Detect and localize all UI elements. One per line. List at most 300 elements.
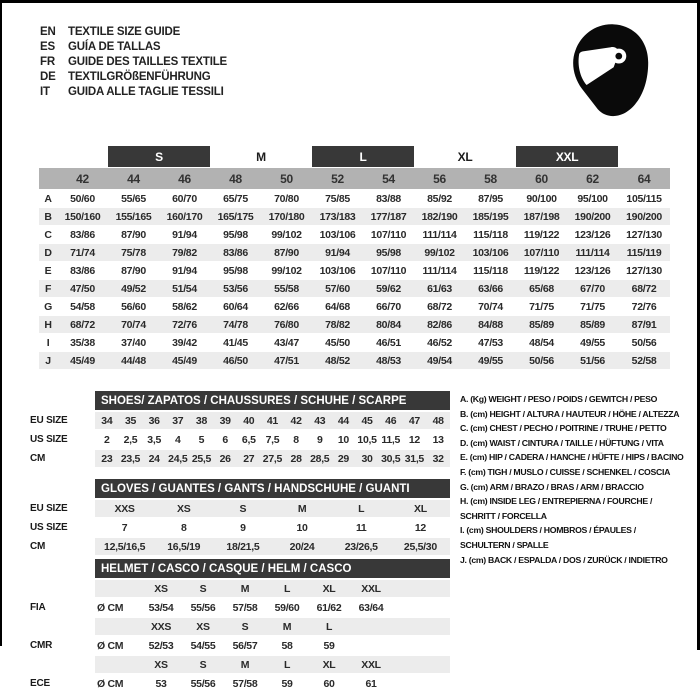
size-value-cell: 48/52 (312, 352, 363, 369)
size-column-header: 54 (363, 168, 414, 189)
measurement-row (39, 334, 670, 351)
section-value-cell: 8 (180, 521, 187, 534)
helmet-value-cell: 56/57 (232, 639, 258, 652)
section-value-cell: 30 (355, 450, 379, 467)
value-row-filler (392, 637, 450, 654)
band-gap-cell (618, 146, 670, 167)
section-value-cell: 25,5 (190, 450, 214, 467)
size-value-cell: 48/53 (363, 352, 414, 369)
section-value-cell: 11 (355, 521, 367, 534)
helmet-value-cell: 53 (155, 677, 167, 690)
size-value-cell: 72/76 (159, 316, 210, 333)
section-value-cell: 24,5 (166, 450, 190, 467)
size-column-header: 64 (618, 168, 670, 189)
size-column-header: 52 (312, 168, 363, 189)
size-value-cell: 70/74 (478, 300, 503, 313)
size-value-cell: 150/160 (57, 208, 108, 225)
standard-label: ECE (30, 678, 50, 689)
size-value-cell: 123/126 (574, 228, 611, 241)
section-value-cell: 28 (284, 450, 308, 467)
legend-line: SCHRITT / FORCELLA (460, 510, 547, 521)
section-title-row (25, 391, 450, 410)
language-row (40, 54, 227, 69)
helmet-size-cell: L (266, 656, 308, 673)
legend-line: H. (cm) INSIDE LEG / ENTREPIERNA / FOURCHE / (460, 496, 653, 507)
size-value-cell: 83/86 (210, 244, 261, 261)
helmet-size-cell: XS (140, 656, 182, 673)
section-value-cell: 29 (332, 450, 356, 467)
section-row-label: US SIZE (30, 434, 68, 445)
section-title: HELMET / CASCO / CASQUE / HELM / CASCO (95, 559, 450, 578)
section-title-row (25, 479, 450, 498)
size-value-cell: 111/114 (422, 228, 457, 241)
size-value-cell: 76/80 (261, 316, 312, 333)
size-value-cell: 71/75 (580, 300, 605, 313)
size-row-gap (25, 580, 95, 597)
helmet-size-cell (350, 618, 392, 635)
size-value-cell: 95/98 (223, 264, 248, 277)
helmet-size-cell: XXL (350, 656, 392, 673)
measurement-row (39, 352, 670, 369)
section-value-cell: 23,5 (119, 450, 143, 467)
size-value-cell: 43/47 (274, 336, 299, 349)
section-value-cell: 35 (119, 412, 143, 429)
size-value-cell: 41/45 (223, 336, 248, 349)
section-value-cell: M (272, 500, 331, 517)
section-value-cell: 11,5 (381, 433, 401, 446)
language-title-list (40, 24, 227, 99)
size-band-cell: L (312, 146, 414, 167)
measurement-row (39, 190, 670, 207)
size-value-cell: 185/195 (465, 208, 516, 225)
size-value-cell: 90/100 (526, 192, 557, 205)
measurement-row (39, 262, 670, 279)
size-value-cell: 67/70 (567, 280, 618, 297)
size-value-cell: 49/55 (465, 352, 516, 369)
size-value-cell: 115/119 (618, 244, 670, 261)
helmet-value-cell: 57/58 (232, 601, 258, 614)
section-value-cell: 9 (240, 521, 246, 534)
section-value-cell: L (332, 500, 391, 517)
size-value-cell: 87/90 (121, 228, 146, 241)
size-row-spacer (95, 580, 140, 597)
section-row-label: EU SIZE (30, 415, 68, 426)
helmet-value-cell: 54/55 (190, 639, 216, 652)
section-value-cell: 41 (261, 412, 285, 429)
size-value-cell: 45/49 (159, 352, 210, 369)
size-column-header: 58 (465, 168, 516, 189)
size-value-cell: 72/76 (631, 300, 657, 313)
helmet-value-cell: 61/62 (316, 601, 342, 614)
section-value-cell: 46 (379, 412, 403, 429)
row-letter: H (39, 316, 57, 333)
size-value-cell: 46/50 (210, 352, 261, 369)
size-value-cell: 71/75 (529, 300, 554, 313)
section-row-label: EU SIZE (30, 503, 68, 514)
helmet-value-row (25, 599, 450, 616)
size-value-cell: 35/38 (70, 336, 95, 349)
size-value-cell: 177/187 (363, 208, 414, 225)
legend-line: SCHULTERN / SPALLE (460, 539, 549, 550)
size-value-cell: 119/122 (523, 228, 560, 241)
size-row-gap (25, 656, 95, 673)
helmet-size-cell: XS (140, 580, 182, 597)
helmet-value-cell: 59/60 (274, 601, 300, 614)
size-value-cell: 53/56 (210, 280, 261, 297)
standard-label: CMR (30, 640, 53, 651)
section-title-row (25, 559, 450, 578)
size-value-cell: 65/75 (223, 192, 248, 205)
legend-line: E. (cm) HIP / CADERA / HANCHE / HÜFTE / HIPS / BACINO (460, 452, 684, 463)
size-value-cell: 190/200 (618, 208, 670, 225)
size-value-cell: 39/42 (172, 336, 197, 349)
section-row-label: CM (30, 541, 46, 552)
size-value-cell: 115/118 (473, 264, 508, 277)
section-value-cell: 18/21,5 (213, 538, 272, 555)
helmet-value-cell: 55/56 (190, 601, 216, 614)
section-value-cell: 23 (95, 450, 119, 467)
size-value-cell: 68/72 (57, 316, 108, 333)
size-value-cell: 60/70 (172, 192, 197, 205)
size-value-cell: 103/106 (465, 244, 516, 261)
section-value-cell: 4 (175, 433, 181, 446)
row-letter: J (39, 352, 57, 369)
size-value-cell: 55/58 (261, 280, 312, 297)
language-row (40, 84, 227, 99)
size-value-cell: 170/180 (261, 208, 312, 225)
helmet-size-row (25, 656, 450, 673)
page-border-left (0, 0, 2, 646)
language-row (40, 69, 227, 84)
section-value-cell: 37 (166, 412, 190, 429)
helmet-value-cell: 63/64 (358, 601, 384, 614)
section-value-cell: 13 (432, 433, 444, 446)
section-value-cell: 36 (142, 412, 166, 429)
size-value-cell: 155/165 (108, 208, 159, 225)
section-row (25, 412, 450, 429)
section-value-cell: 28,5 (308, 450, 332, 467)
size-value-cell: 87/90 (261, 244, 312, 261)
measurement-row (39, 208, 670, 225)
size-value-cell: 99/102 (414, 244, 465, 261)
size-value-cell: 107/110 (370, 228, 407, 241)
size-band-cell: XL (457, 149, 473, 164)
section-value-cell: 34 (95, 412, 119, 429)
section-value-cell: 12,5/16,5 (95, 538, 154, 555)
size-column-header: 48 (210, 168, 261, 189)
size-value-cell: 46/52 (427, 336, 452, 349)
size-band-row (39, 146, 670, 167)
size-value-cell: 78/82 (312, 316, 363, 333)
size-value-cell: 59/62 (363, 280, 414, 297)
measurement-row (39, 244, 670, 261)
size-value-cell: 85/89 (516, 316, 567, 333)
size-value-cell: 91/94 (172, 264, 197, 277)
size-column-header: 46 (159, 168, 210, 189)
language-code: EN (40, 25, 56, 38)
section-value-cell: 24 (142, 450, 166, 467)
size-value-cell: 52/58 (618, 352, 670, 369)
size-value-cell: 83/86 (70, 264, 95, 277)
section-row-label: US SIZE (30, 522, 68, 533)
section-row (25, 431, 450, 448)
size-value-cell: 61/63 (414, 280, 465, 297)
size-value-cell: 119/122 (523, 264, 560, 277)
visor-pivot-inner (615, 53, 622, 60)
size-value-cell: 91/94 (172, 228, 197, 241)
size-value-cell: 85/89 (567, 316, 618, 333)
section-value-cell: 48 (426, 412, 450, 429)
measurement-row (39, 298, 670, 315)
size-value-cell: 83/88 (376, 192, 401, 205)
size-column-header: 56 (414, 168, 465, 189)
section-value-cell: 26 (213, 450, 237, 467)
row-letter: F (39, 280, 57, 297)
helmet-size-row (25, 580, 450, 597)
size-column-header: 62 (567, 168, 618, 189)
size-value-cell: 91/94 (312, 244, 363, 261)
size-value-cell: 103/106 (319, 228, 356, 241)
section-value-cell: 12 (408, 433, 420, 446)
size-row-spacer (95, 656, 140, 673)
language-title: GUIDE DES TAILLES TEXTILE (68, 55, 227, 68)
size-value-cell: 68/72 (427, 300, 452, 313)
section-row (25, 538, 450, 555)
size-value-cell: 37/40 (121, 336, 146, 349)
section-value-cell: XL (391, 500, 450, 517)
helmet-size-cell: S (224, 618, 266, 635)
size-value-cell: 99/102 (271, 228, 302, 241)
size-value-cell: 107/110 (370, 264, 407, 277)
size-value-cell: 54/58 (70, 300, 95, 313)
section-value-cell: 10,5 (357, 433, 377, 446)
size-value-cell: 74/78 (210, 316, 261, 333)
size-value-cell: 51/56 (567, 352, 618, 369)
size-value-cell: 49/54 (414, 352, 465, 369)
legend-line: I. (cm) SHOULDERS / HOMBROS / ÉPAULES / (460, 525, 636, 536)
section-value-cell: 2,5 (123, 433, 138, 446)
section-value-cell: 31,5 (403, 450, 427, 467)
corner-cell (39, 146, 57, 167)
size-value-cell: 127/130 (626, 228, 662, 241)
row-letter: E (44, 264, 52, 277)
legend-line: C. (cm) CHEST / PECHO / POITRINE / TRUHE / PETTO (460, 423, 667, 434)
size-value-cell: 165/175 (210, 208, 261, 225)
helmet-size-cell: S (182, 656, 224, 673)
size-value-cell: 87/90 (121, 264, 146, 277)
size-value-cell: 71/74 (57, 244, 108, 261)
helmet-value-row (25, 675, 450, 692)
section-value-cell: 16,5/19 (154, 538, 213, 555)
language-row (40, 24, 227, 39)
size-value-cell: 190/200 (567, 208, 618, 225)
section-value-cell: 6 (222, 433, 228, 446)
language-row (40, 39, 227, 54)
section-value-cell: 5 (198, 433, 205, 446)
row-letter: I (46, 336, 50, 349)
section-row-label: CM (30, 453, 46, 464)
size-value-cell: 111/114 (422, 264, 457, 277)
language-title: GUÍA DE TALLAS (68, 40, 161, 53)
size-value-cell: 58/62 (172, 300, 197, 313)
size-value-cell: 127/130 (626, 264, 662, 277)
measurement-row (39, 316, 670, 333)
title-row-gap (25, 559, 95, 578)
section-value-cell: 8 (293, 433, 299, 446)
size-value-cell: 68/72 (618, 280, 670, 297)
size-value-cell: 75/85 (325, 192, 350, 205)
number-row-corner (39, 168, 57, 189)
size-value-cell: 64/68 (325, 300, 350, 313)
section-value-cell: 9 (316, 433, 323, 446)
size-column-header: 50 (261, 168, 312, 189)
section-value-cell: 3,5 (147, 433, 161, 446)
size-value-cell: 47/51 (261, 352, 312, 369)
size-value-cell: 44/48 (108, 352, 159, 369)
section-value-cell: 7 (121, 521, 128, 534)
row-letter: A (44, 192, 52, 205)
helmet-value-cell: 60 (323, 677, 335, 690)
helmet-value-cell: 57/58 (232, 677, 258, 690)
helmet-size-table (25, 557, 450, 694)
size-value-cell: 56/60 (121, 300, 146, 313)
size-value-cell: 82/86 (414, 316, 465, 333)
helmet-size-cell: XL (308, 580, 350, 597)
size-value-cell: 115/118 (473, 228, 508, 241)
helmet-size-cell: M (224, 580, 266, 597)
size-value-cell: 66/70 (376, 300, 401, 313)
size-row-filler (392, 656, 450, 673)
helmet-value-cell: 59 (323, 639, 335, 652)
size-value-cell: 95/98 (223, 228, 248, 241)
size-column-header: 42 (57, 168, 108, 189)
helmet-size-cell: S (182, 580, 224, 597)
helmet-size-cell: XL (308, 656, 350, 673)
band-gap-cell (57, 146, 108, 167)
size-value-cell: 95/98 (363, 244, 414, 261)
size-row-spacer (95, 618, 140, 635)
section-value-cell: 25,5/30 (391, 538, 450, 555)
size-value-cell: 103/106 (319, 264, 356, 277)
size-column-header: 44 (108, 168, 159, 189)
helmet-value-cell: 61 (365, 677, 377, 690)
section-value-cell: 27,5 (261, 450, 285, 467)
section-title: GLOVES / GUANTES / GANTS / HANDSCHUHE / GUANTI (95, 479, 450, 498)
section-value-cell: 7,5 (265, 433, 280, 446)
size-value-cell: 50/56 (631, 336, 657, 349)
size-value-cell: 80/84 (363, 316, 414, 333)
helmet-size-row (25, 618, 450, 635)
section-value-cell: 38 (190, 412, 214, 429)
size-value-cell: 75/78 (108, 244, 159, 261)
section-row (25, 500, 450, 517)
section-value-cell: 12 (414, 521, 426, 534)
size-value-cell: 50/60 (70, 192, 95, 205)
title-row-gap (25, 479, 95, 498)
size-value-cell: 123/126 (574, 264, 611, 277)
section-value-cell: XS (154, 500, 213, 517)
section-row (25, 519, 450, 536)
section-value-cell: 40 (237, 412, 261, 429)
size-value-cell: 105/115 (626, 192, 662, 205)
section-value-cell: 45 (355, 412, 379, 429)
size-value-cell: 55/65 (121, 192, 146, 205)
size-value-cell: 84/88 (465, 316, 516, 333)
standard-label: FIA (30, 602, 46, 613)
row-letter: D (39, 244, 57, 261)
section-value-cell: 39 (213, 412, 237, 429)
size-value-cell: 51/54 (159, 280, 210, 297)
helmet-size-cell: M (224, 656, 266, 673)
shoes-size-table (25, 389, 450, 469)
size-value-cell: 70/74 (108, 316, 159, 333)
size-value-cell: 85/92 (427, 192, 452, 205)
section-value-cell: 20/24 (272, 538, 331, 555)
helmet-value-cell: 52/53 (148, 639, 174, 652)
size-band-cell: XXL (516, 146, 618, 167)
size-row-filler (392, 618, 450, 635)
section-value-cell: 42 (284, 412, 308, 429)
helmet-value-cell: 58 (281, 639, 293, 652)
size-value-cell: 87/91 (618, 316, 670, 333)
helmet-size-cell: XXL (350, 580, 392, 597)
section-value-cell: 30,5 (379, 450, 403, 467)
helmet-size-cell: L (266, 580, 308, 597)
size-value-cell: 50/56 (516, 352, 567, 369)
language-code: ES (40, 40, 55, 53)
section-value-cell: 6,5 (241, 433, 256, 446)
title-row-gap (25, 391, 95, 410)
section-value-cell: XXS (95, 500, 154, 517)
section-value-cell: 10 (337, 433, 349, 446)
legend-line: B. (cm) HEIGHT / ALTURA / HAUTEUR / HÖHE / ALTEZZA (460, 408, 680, 419)
helmet-value-cell (350, 637, 392, 654)
helmet-size-cell: XS (182, 618, 224, 635)
legend-line: D. (cm) WAIST / CINTURA / TAILLE / HÜFTUNG / VITA (460, 437, 664, 448)
size-value-cell: 45/49 (57, 352, 108, 369)
section-value-cell: 27 (237, 450, 261, 467)
section-value-cell: 44 (332, 412, 356, 429)
diameter-unit-label: Ø CM (97, 601, 124, 614)
size-value-cell: 60/64 (223, 300, 248, 313)
measurement-legend (460, 392, 700, 567)
helmet-size-cell: XXS (140, 618, 182, 635)
section-value-cell: 47 (403, 412, 427, 429)
size-value-cell: 49/55 (580, 336, 605, 349)
size-value-cell: 182/190 (414, 208, 465, 225)
helmet-size-cell: M (266, 618, 308, 635)
size-value-cell: 62/66 (274, 300, 299, 313)
size-value-cell: 47/53 (478, 336, 503, 349)
helmet-size-cell: L (308, 618, 350, 635)
size-value-cell: 83/86 (70, 228, 95, 241)
section-value-cell: 32 (426, 450, 450, 467)
row-letter: C (44, 228, 52, 241)
size-value-cell: 160/170 (159, 208, 210, 225)
size-value-cell: 45/50 (325, 336, 350, 349)
legend-line: J. (cm) BACK / ESPALDA / DOS / ZURÜCK / INDIETRO (460, 554, 668, 565)
legend-line: F. (cm) TIGH / MUSLO / CUISSE / SCHENKEL / COSCIA (460, 466, 671, 477)
legend-line: A. (Kg) WEIGHT / PESO / POIDS / GEWITCH / PESO (460, 394, 658, 404)
measurement-row (39, 280, 670, 297)
language-code: FR (40, 55, 55, 68)
size-value-cell: 87/95 (478, 192, 503, 205)
size-number-row (39, 168, 670, 189)
diameter-unit-label: Ø CM (97, 639, 124, 652)
gloves-size-table (25, 477, 450, 557)
helmet-value-cell: 55/56 (190, 677, 216, 690)
section-title: SHOES/ ZAPATOS / CHAUSSURES / SCHUHE / SCARPE (95, 391, 450, 410)
